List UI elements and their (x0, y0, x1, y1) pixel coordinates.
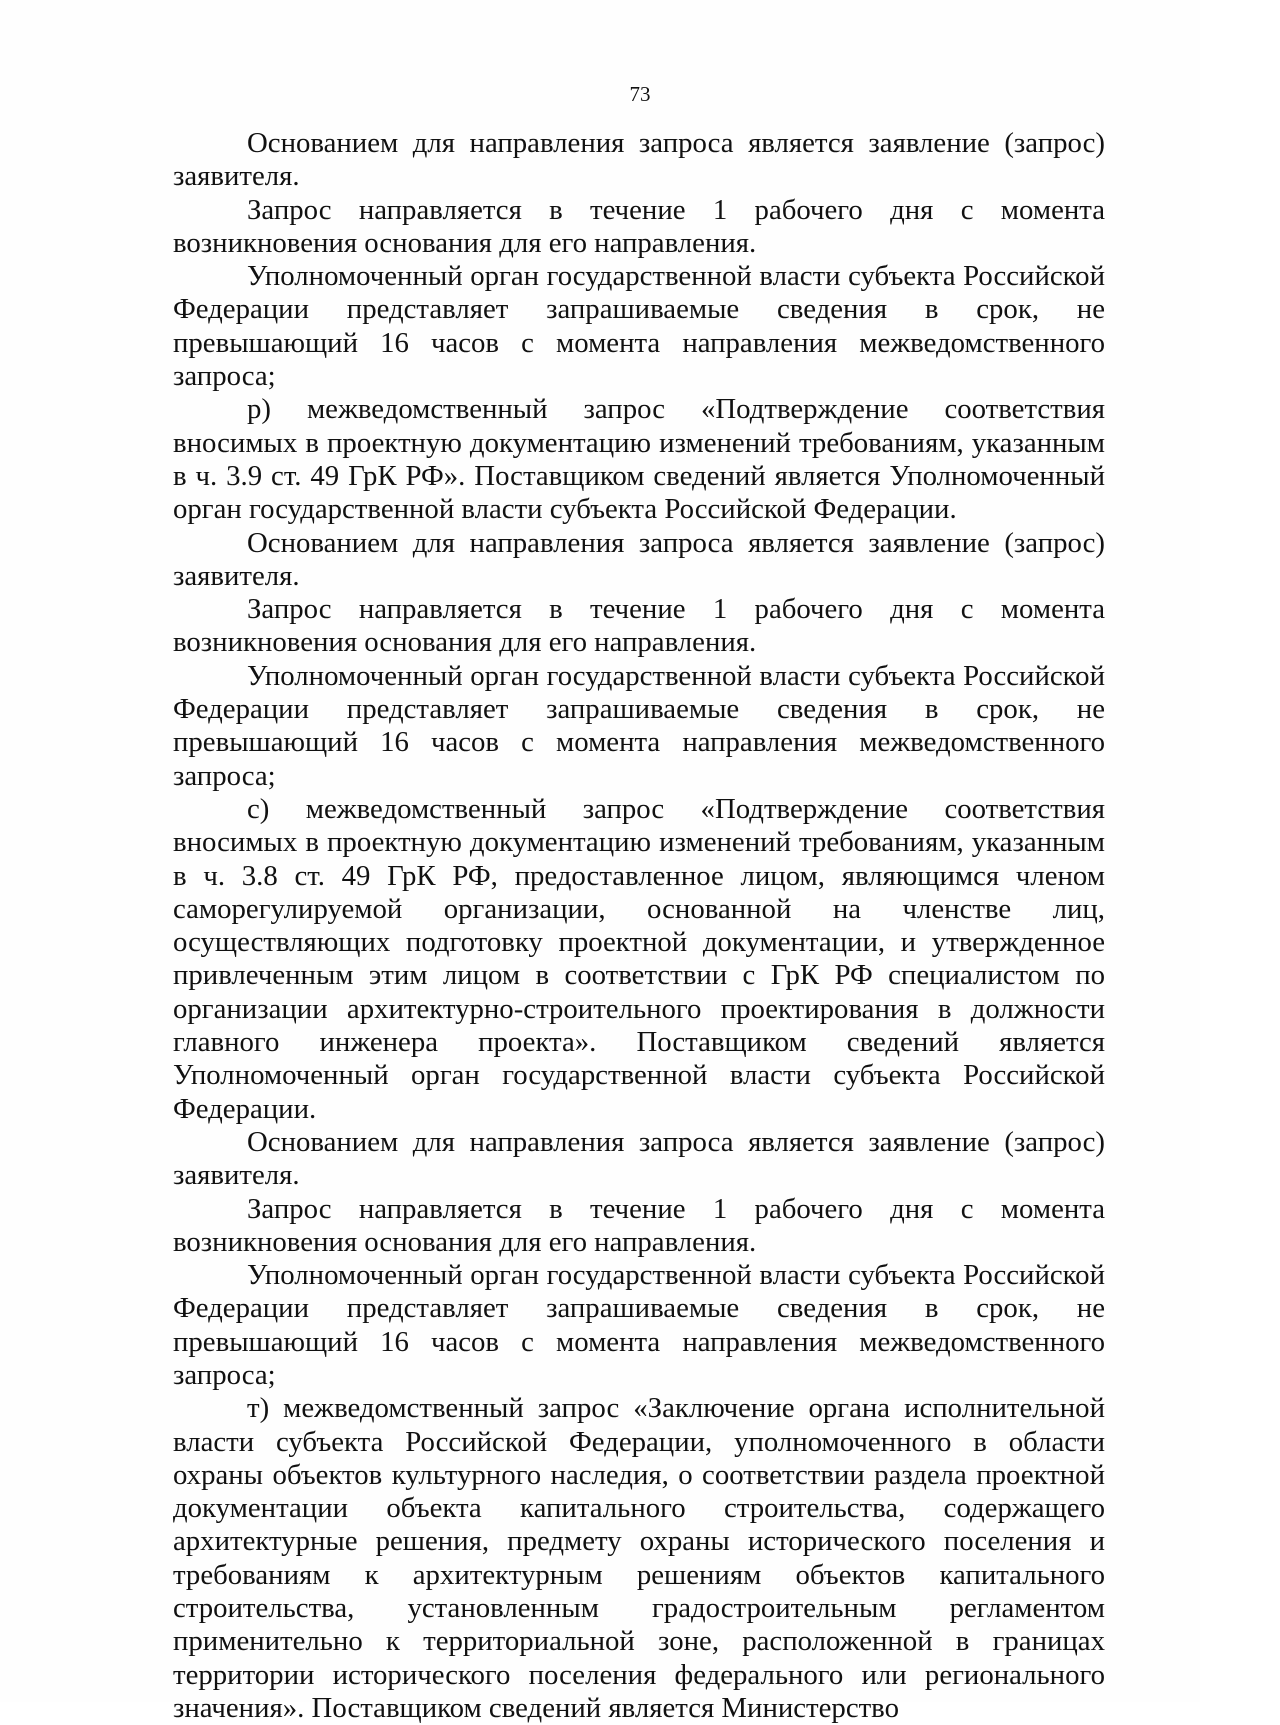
paragraph: Запрос направляется в течение 1 рабочего дня с момента возникновения основания для его направления. (173, 1192, 1105, 1258)
paragraph: Уполномоченный орган государственной власти субъекта Российской Федерации представляет запрашиваемые сведения в срок, не превышающий 16 часов с момента направления межведомственного запроса; (173, 659, 1105, 792)
paragraph: Основанием для направления запроса является заявление (запрос) заявителя. (173, 127, 1105, 193)
paragraph: т) межведомственный запрос «Заключение органа исполнительной власти субъекта Российской Федерации, уполномоченного в области охраны объектов культурного наследия, о соответствии раздела проектной документации объекта капитального строительства, содержащего архитектурные решения, предмету охраны исторического поселения и требованиям к архитектурным решениям объектов капитального строительства, установленным градостроительным регламентом применительно к территориальной зоне, расположенной в границах территории исторического поселения федерального или регионального значения». Поставщиком сведений является Министерство (173, 1392, 1105, 1724)
paragraph: Основанием для направления запроса является заявление (запрос) заявителя. (173, 1125, 1105, 1192)
paragraph: Основанием для направления запроса является заявление (запрос) заявителя. (173, 526, 1105, 592)
paragraph: р) межведомственный запрос «Подтверждение соответствия вносимых в проектную документацию изменений требованиям, указанным в ч. 3.9 ст. 49 ГрК РФ». Поставщиком сведений является Уполномоченный орган государственной власти субъекта Российской Федерации. (173, 393, 1105, 526)
document-body (173, 127, 1105, 1725)
page-number: 73 (629, 82, 651, 106)
paragraph: с) межведомственный запрос «Подтверждение соответствия вносимых в проектную документацию изменений требованиям, указанным в ч. 3.8 ст. 49 ГрК РФ, предоставленное лицом, являющимся членом саморегулируемой организации, основанной на членстве лиц, осуществляющих подготовку проектной документации, и утвержденное привлеченным этим лицом в соответствии с ГрК РФ специалистом по организации архитектурно-строительного проектирования в должности главного инженера проекта». Поставщиком сведений является Уполномоченный орган государственной власти субъекта Российской Федерации. (173, 792, 1105, 1125)
paragraph: Запрос направляется в течение 1 рабочего дня с момента возникновения основания для его направления. (173, 193, 1105, 259)
paragraph: Уполномоченный орган государственной власти субъекта Российской Федерации представляет запрашиваемые сведения в срок, не превышающий 16 часов с момента направления межведомственного запроса; (173, 1259, 1105, 1391)
paragraph: Запрос направляется в течение 1 рабочего дня с момента возникновения основания для его направления. (173, 593, 1105, 659)
paragraph: Уполномоченный орган государственной власти субъекта Российской Федерации представляет запрашиваемые сведения в срок, не превышающий 16 часов с момента направления межведомственного запроса; (173, 260, 1105, 393)
